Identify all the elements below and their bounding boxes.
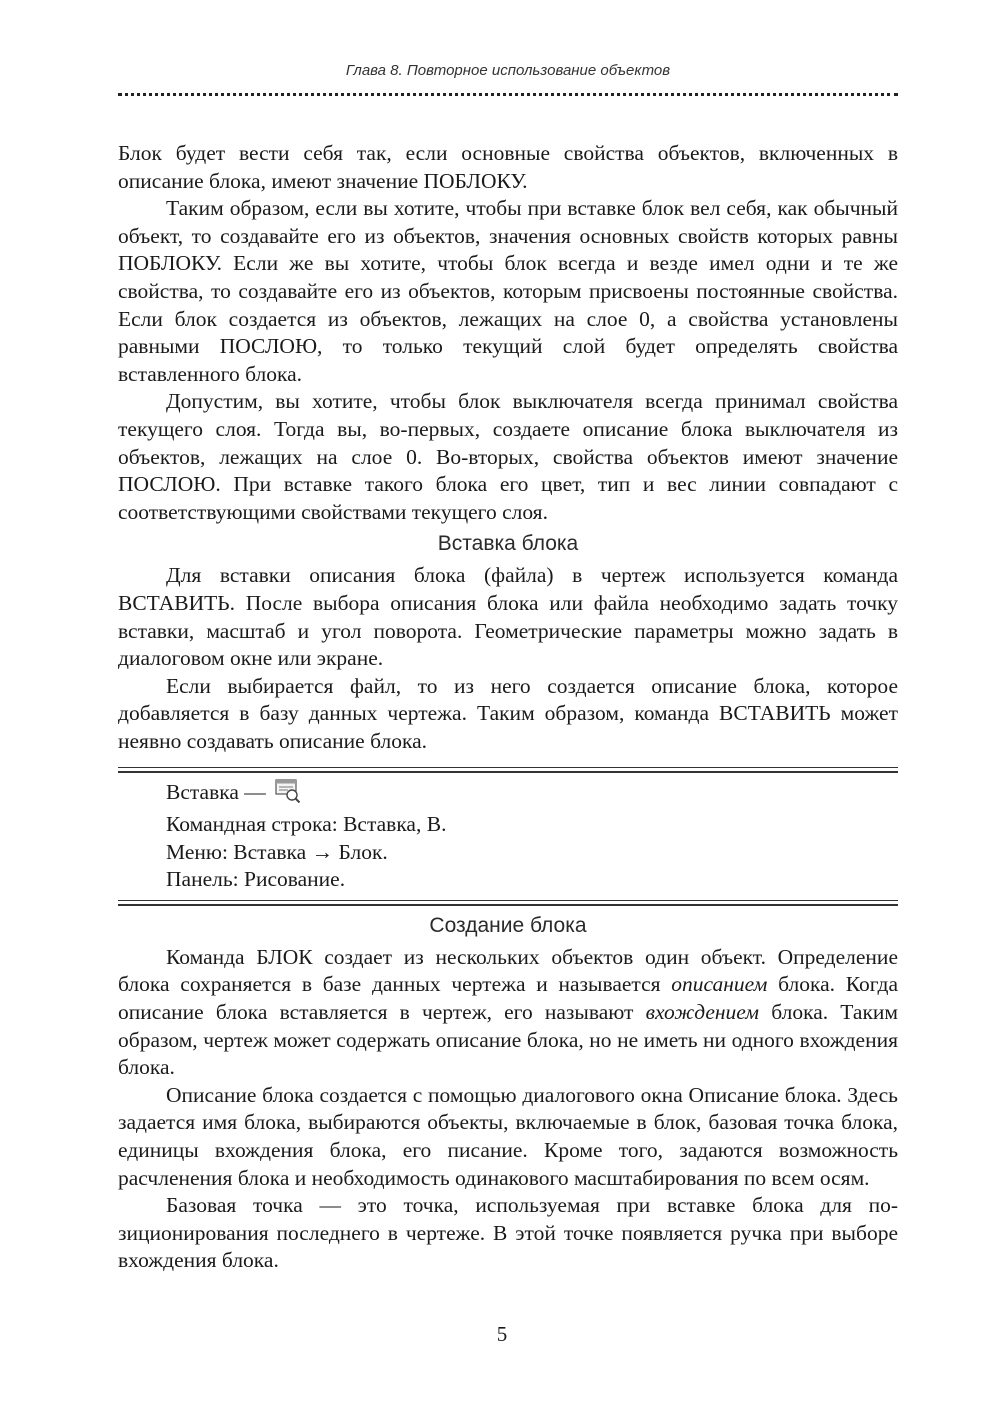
- ref-line-command: Командная строка: Вставка, В.: [166, 812, 447, 837]
- paragraph-5: Если выбирается файл, то из него создается описание блока, которое добавляется в базу данных чертежа. Таким образом, команда ВСТАВИТЬ может неявно создавать описание блока.: [118, 673, 898, 753]
- paragraph-4: Для вставки описания блока (файла) в чертеж используется команда ВСТАВИТЬ. После выбора описания блока или файла необходимо задать точку вставки, масштаб и угол поворота. Геометрические параметры можно задать в диалоговом окне или экране.: [118, 563, 898, 671]
- paragraph-8: Базовая точка — это точка, используемая при вставке блока для позиционирования последнего в чертеже. В этой точке появляется ручка при выборе вхождения блока.: [118, 1193, 898, 1273]
- running-head: Глава 8. Повторное использование объектов: [345, 62, 671, 79]
- paragraph-3: Допустим, вы хотите, чтобы блок выключателя всегда принимал свойства текущего слоя. Тогда вы, во-первых, создаете описание блока выключателя из объектов, лежащих на слое 0. Во-вторых, свойства объектов имеют значение ПОСЛОЮ. При вставке такого блока его цвет, тип и вес линии совпадают с соответствующими свойствами текущего слоя.: [118, 389, 898, 524]
- page-number: 5: [496, 1322, 508, 1346]
- ref-line-menu: Меню: Вставка → Блок.: [166, 839, 388, 864]
- section-heading-create: Создание блока: [429, 913, 587, 937]
- ref-line-insert: [166, 779, 898, 811]
- paragraph-2: Таким образом, если вы хотите, чтобы при вставке блок вел себя, как обычный объект, то создавайте его из объектов, значения основных свойств которых равны ПОБЛОКУ. Если же вы хотите, чтобы блок всегда и везде имел одни и те же свойства, то создавайте его из объектов, которым присвоены постоянные свойства. Если блок создается из объектов, лежащих на слое 0, а свойства установлены равными ПОСЛОЮ, то только текущий слой будет определять свойства вставленного блока.: [118, 196, 898, 386]
- reference-rule-bottom: [118, 900, 898, 906]
- section-heading-insert: Вставка блока: [437, 532, 579, 556]
- paragraph-6-part-b: блока. Когда описание блока вставляется в чертеж, его называют: [118, 972, 898, 1025]
- paragraph-1: Блок будет вести себя так, если основные свойства объектов, включенных в описание блока, имеют значение ПОБЛОКУ.: [118, 141, 898, 193]
- paragraph-6-part-c: блока. Таким образом, чертеж может содержать описание блока, но не иметь ни одного вхождения блока.: [118, 1000, 899, 1080]
- ref-insert-label: Вставка —: [166, 780, 272, 805]
- insert-block-icon: [275, 779, 301, 811]
- header-rule: [118, 93, 898, 96]
- paragraph-6: [118, 944, 898, 1082]
- command-reference: [118, 773, 898, 893]
- paragraph-6-part-a: Команда БЛОК создает из нескольких объектов один объект. Определение блока сохраняется в базе данных чертежа и называется: [118, 944, 898, 997]
- term-description: описанием: [671, 972, 768, 997]
- ref-line-panel: Панель: Рисование.: [166, 867, 346, 892]
- paragraph-7: Описание блока создается с помощью диалогового окна Описание блока. Здесь задается имя блока, выбираются объекты, включаемые в блок, базовая точка блока, единицы вхождения блока, его писание. Кроме того, задаются возможность расчленения блока и необходимость одинакового масштабирования по всем осям.: [118, 1082, 898, 1190]
- term-occurrence: вхождением: [645, 1000, 760, 1025]
- page-content: [118, 140, 898, 1275]
